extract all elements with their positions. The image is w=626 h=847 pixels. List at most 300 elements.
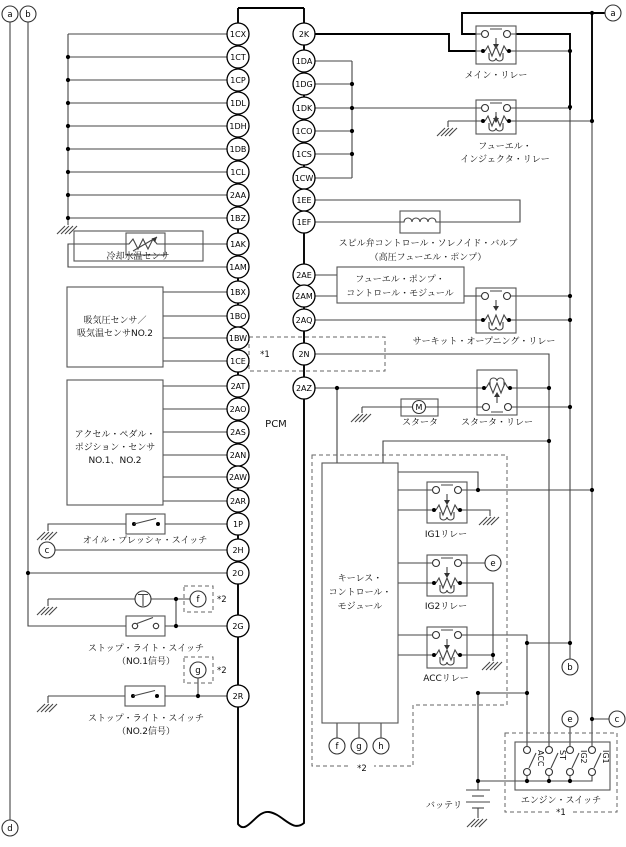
- contact-circle: [589, 747, 596, 754]
- ground-stroke: [483, 517, 491, 525]
- relay-armature: [490, 291, 502, 306]
- engine-switch-position-label: ST: [558, 750, 567, 760]
- fuel-injector-relay-label-2: インジェクタ・リレー: [460, 155, 550, 165]
- connector-letter: c: [44, 546, 50, 556]
- stop-lamp-icon: [135, 591, 151, 607]
- stop-light-switch1-label-2: （NO.1信号）: [116, 657, 176, 667]
- junction-dot: [547, 439, 551, 443]
- starter-motor-icon: [401, 401, 438, 414]
- relay-armature: [441, 485, 453, 500]
- pin-label: 1CX: [229, 30, 247, 39]
- pcm-pin-2G: [227, 615, 249, 637]
- intake-sensor-label-1: 吸気圧センサ／: [83, 316, 147, 326]
- pin-label: 1BW: [228, 334, 248, 343]
- contact-dot: [156, 522, 160, 526]
- junction-dot: [568, 318, 572, 322]
- pin-label: 2R: [232, 692, 244, 701]
- switch-blade: [134, 519, 156, 525]
- relay-arrow: [493, 306, 499, 311]
- battery-label: バッテリ: [425, 801, 462, 811]
- junction-dot: [491, 653, 495, 657]
- pin-label: 2G: [232, 622, 244, 631]
- pin-label: 2O: [232, 569, 244, 578]
- relay-terminal-dot: [508, 386, 512, 390]
- connector-d: [2, 820, 18, 836]
- relay-icon-inverted: [477, 370, 517, 415]
- junction-dot: [547, 779, 551, 783]
- pcm-pin-1DK: [293, 97, 315, 119]
- junction-dot: [590, 119, 594, 123]
- stop-light-switch1-label-1: ストップ・ライト・スイッチ: [87, 644, 205, 654]
- solenoid-icon: [400, 218, 440, 222]
- pcm-pin-1CW: [293, 167, 315, 189]
- pin-label: 1BZ: [229, 214, 247, 223]
- note-ref2-f: *2: [217, 595, 227, 605]
- pcm-pin-1DG: [293, 73, 315, 95]
- note-ref2-g: *2: [217, 666, 227, 676]
- pcm-pin-2AR: [227, 490, 249, 512]
- main-relay-label: メイン・リレー: [464, 71, 528, 81]
- pcm-pin-2AM: [293, 285, 315, 307]
- pcm-pin-2AN: [227, 444, 249, 466]
- ground-stroke: [479, 517, 487, 525]
- pcm-pin-2H: [227, 539, 249, 561]
- ground-stroke: [45, 704, 53, 712]
- ground-icon: [37, 704, 57, 712]
- wire: [315, 354, 549, 746]
- wire: [478, 776, 592, 782]
- relay-terminal-dot: [482, 386, 486, 390]
- relay-icon: [476, 288, 516, 333]
- connector-letter: a: [7, 10, 13, 20]
- switch-blade: [594, 753, 601, 768]
- pin-label: 1EE: [296, 196, 312, 205]
- junction-dot: [568, 105, 572, 109]
- junction-dot: [476, 691, 480, 695]
- pin-label: 2AQ: [295, 316, 313, 325]
- pin-label: 1EF: [296, 218, 312, 227]
- relay-contact: [455, 632, 462, 639]
- note-ref2-keyless: *2: [357, 764, 367, 774]
- ground-stroke: [37, 704, 45, 712]
- stop-light-switch2-label-2: （NO.2信号）: [116, 727, 176, 737]
- relay-icon: [427, 482, 467, 523]
- pcm-pin-1DL: [227, 92, 249, 114]
- relay-terminal-dot: [481, 49, 485, 53]
- connector-g: [351, 738, 367, 754]
- relay-terminal-dot: [481, 318, 485, 322]
- wire: [465, 583, 493, 655]
- junction-dot: [66, 55, 70, 59]
- pin-label: 2AA: [229, 191, 247, 200]
- junction-dot: [350, 106, 354, 110]
- pcm-pin-2AA: [227, 184, 249, 206]
- starter-label: スタータ: [401, 418, 439, 428]
- pin-label: 1CE: [230, 357, 246, 366]
- pcm-pin-1BO: [227, 305, 249, 327]
- ground-stroke: [449, 128, 457, 136]
- ground-stroke: [49, 704, 57, 712]
- connector-f: [190, 591, 206, 607]
- connector-letter: d: [7, 824, 13, 834]
- relay-coil-resistor: [436, 505, 458, 515]
- pcm-label: PCM: [265, 419, 287, 430]
- pin-label: 2AO: [229, 405, 247, 414]
- connector-letter: g: [356, 742, 362, 752]
- ground-stroke: [491, 517, 499, 525]
- pin-label: 2AZ: [295, 384, 313, 393]
- pcm-pin-1BZ: [227, 207, 249, 229]
- pcm-pin-1CS: [293, 143, 315, 165]
- pcm-pin-layer: [227, 23, 315, 707]
- junction-dot: [590, 488, 594, 492]
- ground-stroke: [441, 128, 449, 136]
- relay-terminal-dot: [507, 119, 511, 123]
- ground-stroke: [41, 704, 49, 712]
- pin-label: 2AM: [295, 292, 313, 301]
- intake-sensor-box: [67, 287, 163, 367]
- fuel-pump-module-label-1: フューエル・ポンプ・: [355, 275, 445, 285]
- wire-heavy: [315, 34, 476, 51]
- circuit-opening-relay-label: サーキット・オープニング・リレー: [412, 337, 556, 347]
- pcm-pin-2AQ: [293, 309, 315, 331]
- pcm-pin-2O: [227, 562, 249, 584]
- pcm-pin-1CL: [227, 161, 249, 183]
- relay-contact: [504, 105, 511, 112]
- pcm-pin-1EE: [293, 189, 315, 211]
- coolant-temp-sensor-label: 冷却水温センサ: [106, 252, 170, 262]
- connector-letter: a: [610, 9, 616, 19]
- relay-armature: [441, 630, 453, 645]
- relay-icon: [427, 555, 467, 596]
- ground-stroke: [45, 532, 53, 540]
- junction-dot: [335, 386, 339, 390]
- connector-c: [39, 542, 55, 558]
- junction-dot: [547, 386, 551, 390]
- engine-switch-pole-ig1: [589, 747, 611, 776]
- pcm-pin-2AZ: [293, 377, 315, 399]
- ground-stroke: [475, 819, 483, 827]
- intake-sensor-label-2: 吸気温センサNO.2: [76, 329, 154, 339]
- junction-dot: [568, 294, 572, 298]
- junction-dot: [525, 641, 529, 645]
- ground-stroke: [351, 414, 359, 422]
- connector-letter: f: [335, 742, 339, 752]
- relay-icon: [476, 26, 516, 64]
- accel-pedal-sensor-label-1: アクセル・ペダル・: [74, 430, 156, 440]
- relay-arrow: [494, 392, 500, 397]
- pin-label: 1AM: [229, 263, 247, 272]
- stop-light-switch2-label-1: ストップ・ライト・スイッチ: [87, 714, 205, 724]
- pcm-pin-1CP: [227, 69, 249, 91]
- engine-switch-position-label: IG2: [579, 750, 588, 764]
- relay-terminal-dot: [458, 508, 462, 512]
- pin-label: 1CT: [230, 53, 246, 62]
- contact-dot: [155, 694, 159, 698]
- relay-terminal-dot: [481, 119, 485, 123]
- switch-blade: [572, 753, 579, 768]
- relay-contact: [455, 487, 462, 494]
- wire: [465, 635, 527, 746]
- relay-contact: [433, 487, 440, 494]
- spill-valve-label-2: （高圧フューエル・ポンプ）: [369, 253, 487, 263]
- pcm-pin-1DA: [293, 50, 315, 72]
- junction-dot: [525, 691, 529, 695]
- ground-stroke: [437, 128, 445, 136]
- fuel-injector-relay-label-1: フューエル・: [478, 142, 532, 152]
- acc-relay-label: ACCリレー: [423, 674, 469, 684]
- keyless-module-label-3: モジュール: [337, 602, 383, 612]
- connector-e: [485, 555, 501, 571]
- junction-dot: [174, 597, 178, 601]
- starter-m-letter: M: [415, 403, 423, 412]
- pcm-pin-1BX: [227, 281, 249, 303]
- relay-coil-resistor: [436, 578, 458, 588]
- ground-stroke: [41, 607, 49, 615]
- ground-stroke: [494, 662, 502, 670]
- ground-stroke: [57, 226, 65, 234]
- junction-dot: [568, 405, 572, 409]
- junction-dot: [66, 124, 70, 128]
- switch-blade: [551, 753, 558, 768]
- junction-dot: [568, 779, 572, 783]
- pcm-pin-2AT: [227, 375, 249, 397]
- accel-pedal-sensor-label-2: ポジション・センサ: [74, 443, 156, 453]
- connector-c: [609, 711, 625, 727]
- pin-label: 2AW: [228, 473, 248, 482]
- ground-stroke: [41, 532, 49, 540]
- ground-icon: [37, 532, 57, 540]
- pcm-pin-2AO: [227, 398, 249, 420]
- pcm-pin-2R: [227, 685, 249, 707]
- relay-coil-resistor: [436, 650, 458, 660]
- pin-label: 2N: [298, 350, 310, 359]
- engine-switch-label: エンジン・スイッチ: [520, 796, 602, 806]
- ground-stroke: [482, 662, 490, 670]
- note-ref1-engine-switch: *1: [556, 808, 566, 818]
- relay-coil-resistor: [486, 383, 508, 393]
- connector-h: [373, 738, 389, 754]
- junction-dot: [66, 216, 70, 220]
- connector-b: [20, 6, 36, 22]
- relay-contact: [483, 404, 490, 411]
- connector-f: [329, 738, 345, 754]
- junction-dot: [350, 152, 354, 156]
- pin-label: 2AN: [229, 451, 247, 460]
- ground-stroke: [37, 607, 45, 615]
- junction-dot: [66, 101, 70, 105]
- pcm-pin-2AW: [227, 466, 249, 488]
- ground-stroke: [65, 226, 73, 234]
- relay-contact: [455, 560, 462, 567]
- pin-label: 1DA: [295, 57, 313, 66]
- engine-switch-position-label: ACC: [536, 750, 545, 767]
- pin-label: 2K: [298, 30, 310, 39]
- connector-g: [190, 662, 206, 678]
- keyless-module-label-1: キーレス・: [337, 574, 383, 584]
- connector-e: [562, 711, 578, 727]
- ground-stroke: [49, 607, 57, 615]
- contact-circle: [546, 747, 553, 754]
- relay-terminal-dot: [458, 581, 462, 585]
- pcm-pin-1CE: [227, 350, 249, 372]
- ground-icon: [37, 607, 57, 615]
- switch-blade: [133, 691, 155, 697]
- pin-label: 1CP: [230, 76, 246, 85]
- ig2-relay-label: IG2リレー: [424, 602, 468, 612]
- oil-pressure-switch-label: オイル・プレッシャ・スイッチ: [82, 536, 208, 546]
- engine-switch-pole-st: [546, 747, 568, 776]
- pin-label: 1CO: [295, 127, 313, 136]
- contact-circle: [132, 623, 137, 628]
- ig1-relay-label: IG1リレー: [424, 530, 468, 540]
- pin-label: 2AR: [229, 497, 247, 506]
- pcm-pin-2AE: [293, 264, 315, 286]
- ground-icon: [351, 414, 371, 422]
- relay-terminal-dot: [432, 653, 436, 657]
- relay-contact: [504, 293, 511, 300]
- ground-stroke: [61, 226, 69, 234]
- pin-label: 2H: [232, 546, 244, 555]
- pin-label: 1DL: [230, 99, 246, 108]
- relay-terminal-dot: [458, 653, 462, 657]
- relay-terminal-dot: [432, 508, 436, 512]
- junction-dot: [568, 49, 572, 53]
- pin-label: 1CL: [230, 168, 246, 177]
- stop-light-switch2-icon: [131, 691, 159, 699]
- junction-dot: [66, 170, 70, 174]
- connector-letter: e: [490, 559, 496, 569]
- junction-dot: [590, 11, 594, 15]
- switch-blade: [529, 753, 536, 768]
- wire-heavy: [238, 800, 304, 827]
- contact-circle: [153, 623, 158, 628]
- thermistor-icon: [126, 237, 165, 251]
- pin-label: 2AS: [230, 428, 246, 437]
- pcm-pin-1DH: [227, 115, 249, 137]
- ground-stroke: [467, 819, 475, 827]
- spill-valve-label-1: スピル弁コントロール・ソレノイド・バルブ: [338, 239, 518, 249]
- relay-contact: [504, 31, 511, 38]
- connector-letter: b: [25, 10, 31, 20]
- starter-relay-label: スタータ・リレー: [460, 418, 534, 428]
- pin-label: 1CS: [296, 150, 312, 159]
- ground-stroke: [487, 517, 495, 525]
- pcm-pin-2K: [293, 23, 315, 45]
- connector-letter: b: [567, 663, 573, 673]
- relay-armature: [441, 558, 453, 573]
- pin-label: 1AK: [230, 240, 246, 249]
- pin-label: 1DG: [295, 80, 313, 89]
- connector-letter: c: [614, 715, 620, 725]
- note-ref1-2n: *1: [260, 350, 270, 360]
- relay-contact: [433, 560, 440, 567]
- pin-label: 1DK: [295, 104, 313, 113]
- relay-contact: [482, 293, 489, 300]
- relay-armature: [490, 29, 502, 44]
- junction-dot: [174, 624, 178, 628]
- pcm-pin-2AS: [227, 421, 249, 443]
- switch-blade: [137, 618, 153, 624]
- ground-icon: [437, 128, 457, 136]
- wire: [48, 524, 126, 531]
- contact-circle: [567, 747, 574, 754]
- fuel-pump-module-label-2: コントロール・モジュール: [346, 289, 454, 299]
- ground-stroke: [363, 414, 371, 422]
- ground-icon: [479, 517, 499, 525]
- oil-pressure-switch-icon: [132, 519, 160, 527]
- pcm-pin-1CX: [227, 23, 249, 45]
- junction-dot: [66, 193, 70, 197]
- contact-circle: [546, 769, 553, 776]
- wire: [465, 510, 490, 516]
- ground-stroke: [490, 662, 498, 670]
- contact-circle: [567, 769, 574, 776]
- relay-contact: [482, 31, 489, 38]
- pin-label: 1DH: [229, 122, 247, 131]
- junction-dot: [525, 779, 529, 783]
- ground-stroke: [49, 532, 57, 540]
- keyless-module-label-2: コントロール・: [328, 588, 392, 598]
- relay-terminal-dot: [507, 49, 511, 53]
- ground-stroke: [37, 532, 45, 540]
- ground-stroke: [69, 226, 77, 234]
- junction-dot: [66, 78, 70, 82]
- ground-stroke: [45, 607, 53, 615]
- junction-dot: [350, 129, 354, 133]
- pin-label: 2AT: [230, 382, 246, 391]
- connector-a: [2, 6, 18, 22]
- junction-dot: [26, 571, 30, 575]
- relay-contact: [482, 105, 489, 112]
- wire: [383, 441, 549, 463]
- connector-letter: f: [196, 595, 200, 605]
- relay-coil-resistor: [485, 315, 507, 325]
- junction-dot: [476, 779, 480, 783]
- relay-icon: [427, 627, 467, 668]
- relay-terminal-dot: [507, 318, 511, 322]
- ground-stroke: [486, 662, 494, 670]
- connector-letter: e: [567, 715, 573, 725]
- connector-b: [562, 659, 578, 675]
- pcm-pin-1CT: [227, 46, 249, 68]
- contact-circle: [524, 769, 531, 776]
- ground-icon: [482, 662, 502, 670]
- junction-dot: [196, 694, 200, 698]
- pcm-pin-1DB: [227, 138, 249, 160]
- accel-pedal-sensor-label-3: NO.1、NO.2: [88, 456, 142, 466]
- ground-stroke: [355, 414, 363, 422]
- relay-icon: [476, 100, 516, 134]
- junction-dot: [568, 641, 572, 645]
- pcm-pin-1P: [227, 513, 249, 535]
- pin-label: 1BO: [229, 312, 247, 321]
- relay-armature: [491, 397, 503, 412]
- engine-switch-pole-acc: [524, 747, 546, 776]
- pin-label: 1CW: [294, 174, 314, 183]
- stop-light-switch1-icon: [132, 618, 158, 629]
- junction-dot: [590, 717, 594, 721]
- pcm-pin-2N: [293, 343, 315, 365]
- junction-dot: [350, 82, 354, 86]
- ground-stroke: [359, 414, 367, 422]
- engine-switch-position-label: IG1: [601, 750, 610, 764]
- pin-label: 1P: [233, 520, 243, 529]
- pcm-pin-1AM: [227, 256, 249, 278]
- engine-switch-pole-ig2: [567, 747, 589, 776]
- pcm-pin-1AK: [227, 233, 249, 255]
- pcm-pin-1EF: [293, 211, 315, 233]
